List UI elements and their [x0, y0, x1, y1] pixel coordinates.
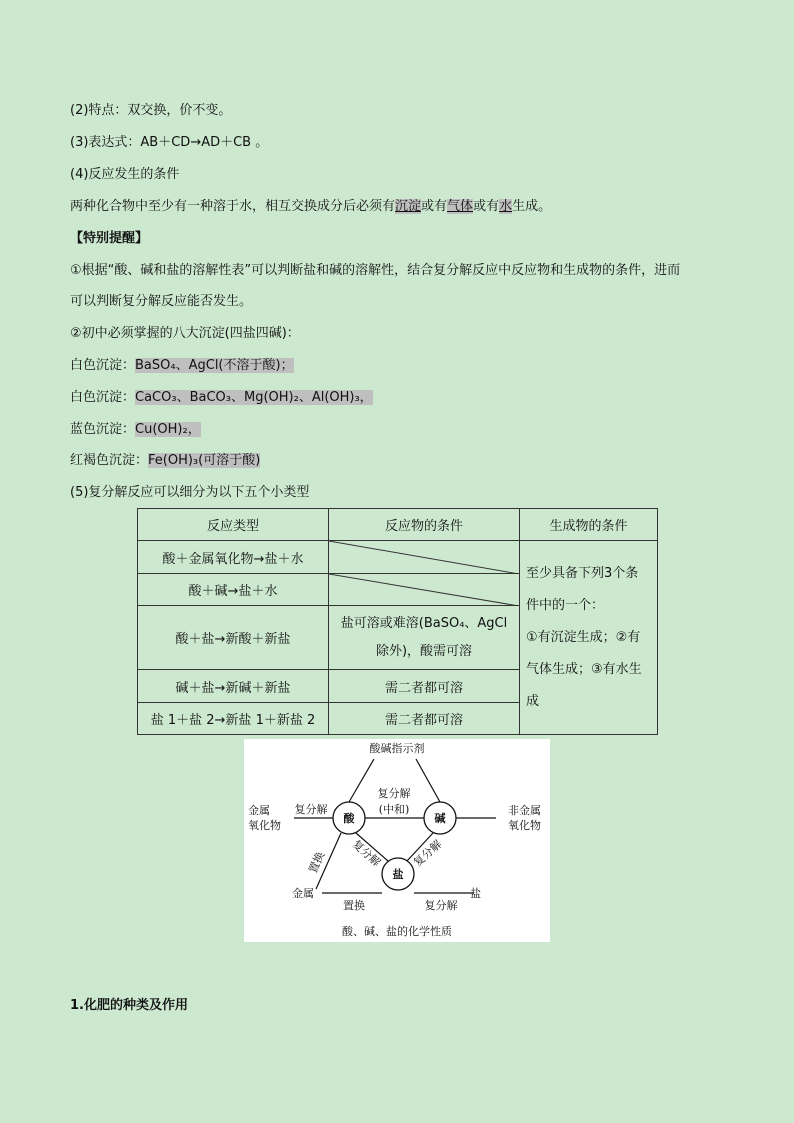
precipitate-label: 白色沉淀：	[70, 358, 136, 373]
product-line: 气体生成；③有水生	[526, 661, 642, 677]
highlight-precipitate: 沉淀	[395, 199, 422, 214]
reactant-condition-line: 盐可溶或难溶(BaSO₄、AgCl	[340, 615, 508, 631]
precipitate-value: CaCO₃、BaCO₃、Mg(OH)₂、Al(OH)₃，	[135, 390, 373, 405]
reaction-type-cell: 酸＋盐→新酸＋新盐	[138, 606, 329, 670]
text-line	[70, 198, 551, 216]
reactant-condition-line: 除外)，酸需可溶	[375, 643, 473, 659]
precipitate-label: 白色沉淀：	[70, 390, 136, 405]
text-line: (5)复分解反应可以细分为以下五个小类型	[70, 485, 310, 500]
metal-label: 金属	[292, 887, 314, 900]
edge-label: 置换	[306, 849, 328, 876]
product-condition-cell	[520, 541, 658, 735]
product-line: 至少具备下列3个条	[526, 565, 639, 581]
table-header: 反应类型	[138, 509, 329, 541]
text-span: 或有	[421, 199, 448, 214]
edge-label: (中和)	[378, 803, 410, 816]
precipitate-line	[70, 452, 260, 470]
acid-base-salt-diagram	[244, 739, 550, 942]
reaction-type-cell: 酸＋金属氧化物→盐＋水	[138, 541, 329, 574]
product-line: ①有沉淀生成；②有	[526, 629, 641, 645]
highlight-gas: 气体	[447, 199, 474, 214]
reactant-condition-cell: 需二者都可溶	[329, 670, 520, 703]
figure-caption: 酸、碱、盐的化学性质	[342, 925, 452, 938]
precipitate-value: BaSO₄、AgCl(不溶于酸)；	[135, 358, 294, 373]
precipitate-line	[70, 389, 373, 407]
reactant-condition-cell	[329, 606, 520, 670]
edge-label: 复分解	[377, 787, 411, 800]
edge-line	[416, 759, 440, 802]
salt-label: 盐	[392, 868, 404, 881]
indicator-label: 酸碱指示剂	[369, 742, 425, 755]
salt-right-label: 盐	[470, 887, 481, 900]
edge-label: 复分解	[424, 899, 458, 912]
section-heading: 【特别提醒】	[70, 231, 149, 246]
section-heading: 1.化肥的种类及作用	[70, 998, 188, 1013]
precipitate-label: 红褐色沉淀：	[70, 453, 149, 468]
acid-label: 酸	[343, 812, 355, 825]
precipitate-value: Fe(OH)₃(可溶于酸)	[148, 453, 261, 468]
base-label: 碱	[434, 812, 446, 825]
text-line: (3)表达式：AB＋CD→AD＋CB 。	[70, 135, 269, 150]
metal-oxide-label: 氧化物	[248, 819, 281, 832]
text-line: ②初中必须掌握的八大沉淀(四盐四碱)：	[70, 326, 300, 341]
precipitate-line	[70, 421, 201, 439]
reaction-type-cell: 酸＋碱→盐＋水	[138, 574, 329, 606]
edge-label: 置换	[343, 899, 365, 912]
edge-label: 复分解	[411, 837, 445, 870]
diagonal-line	[329, 541, 519, 574]
nonmetal-oxide-label: 非金属	[508, 804, 541, 817]
reaction-table	[137, 508, 658, 735]
table-header: 生成物的条件	[520, 509, 658, 541]
text-span: 两种化合物中至少有一种溶于水，相互交换成分后必须有	[70, 199, 396, 214]
highlight-water: 水	[499, 199, 513, 214]
nonmetal-oxide-label: 氧化物	[508, 819, 541, 832]
text-line: 可以判断复分解反应能否发生。	[70, 294, 253, 309]
text-span: 生成。	[512, 199, 552, 214]
text-line: (4)反应发生的条件	[70, 167, 180, 182]
empty-diagonal-cell	[329, 541, 520, 574]
reactant-condition-cell: 需二者都可溶	[329, 703, 520, 735]
precipitate-line	[70, 357, 294, 375]
text-span: 或有	[473, 199, 500, 214]
text-line: ①根据“酸、碱和盐的溶解性表”可以判断盐和碱的溶解性，结合复分解反应中反应物和生成物的条件，进而	[70, 263, 681, 278]
diagonal-line	[329, 574, 519, 606]
edge-line	[349, 759, 374, 802]
edge-label: 复分解	[349, 837, 383, 870]
product-line: 件中的一个：	[526, 597, 605, 613]
edge-label: 复分解	[294, 803, 328, 816]
text-line: (2)特点：双交换，价不变。	[70, 103, 232, 118]
precipitate-value: Cu(OH)₂，	[135, 422, 201, 437]
metal-oxide-label: 金属	[248, 804, 270, 817]
precipitate-label: 蓝色沉淀：	[70, 422, 136, 437]
table-header: 反应物的条件	[329, 509, 520, 541]
reaction-type-cell: 碱＋盐→新碱＋新盐	[138, 670, 329, 703]
empty-diagonal-cell	[329, 574, 520, 606]
reaction-type-cell: 盐 1＋盐 2→新盐 1＋新盐 2	[138, 703, 329, 735]
product-line: 成	[526, 693, 540, 709]
